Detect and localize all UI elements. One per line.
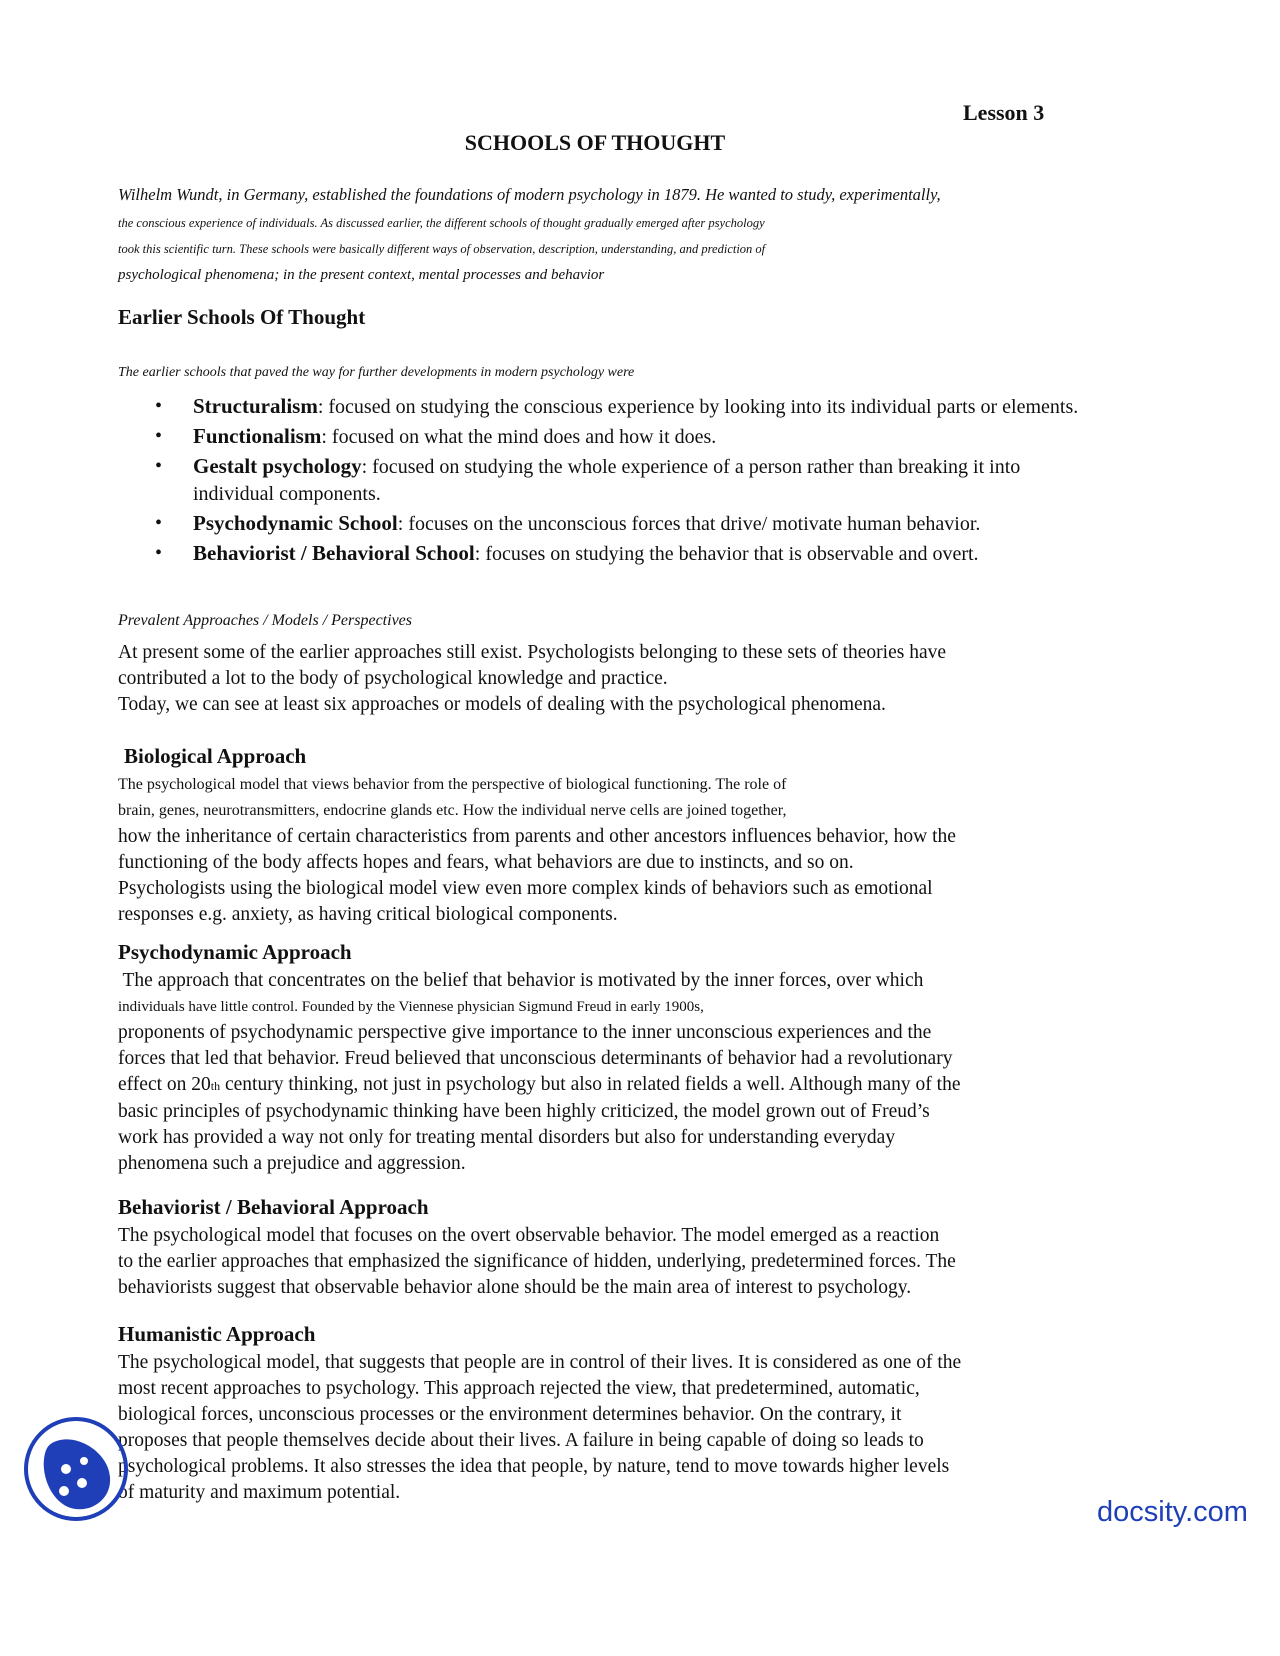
intro-line-4: psychological phenomena; in the present context, mental processes and behavior bbox=[118, 267, 605, 283]
paragraph-line: Psychologists using the biological model view even more complex kinds of behaviors such as emotional bbox=[118, 878, 933, 899]
biological-heading: Biological Approach bbox=[124, 744, 307, 768]
list-item bbox=[155, 510, 1085, 538]
prevalent-paragraph bbox=[118, 640, 1088, 718]
paragraph-line bbox=[118, 1072, 1088, 1099]
behaviorist-heading: Behaviorist / Behavioral Approach bbox=[118, 1195, 429, 1219]
intro-line-2: the conscious experience of individuals. As discussed earlier, the different schools of thought gradually emerged after psychology bbox=[118, 216, 765, 230]
school-term: Functionalism bbox=[193, 424, 322, 448]
paragraph-line: psychological problems. It also stresses the idea that people, by nature, tend to move towards higher levels bbox=[118, 1456, 950, 1477]
bullet-icon: • bbox=[155, 395, 163, 417]
school-term: Behaviorist / Behavioral School bbox=[193, 541, 475, 565]
line-text: century thinking, not just in psychology but also in related fields a well. Although many of the bbox=[220, 1074, 961, 1095]
paragraph-line: forces that led that behavior. Freud believed that unconscious determinants of behavior had a revolutionary bbox=[118, 1048, 953, 1069]
school-desc: : focuses on the unconscious forces that drive/ motivate human behavior. bbox=[397, 513, 981, 535]
paragraph-line: contributed a lot to the body of psychological knowledge and practice. bbox=[118, 668, 668, 689]
paragraph-line: Today, we can see at least six approaches or models of dealing with the psychological phenomena. bbox=[118, 694, 886, 715]
paragraph-line: biological forces, unconscious processes or the environment determines behavior. On the contrary, it bbox=[118, 1404, 902, 1425]
lesson-label: Lesson 3 bbox=[963, 100, 1045, 125]
list-item bbox=[155, 393, 1085, 421]
schools-list bbox=[155, 393, 1085, 570]
behaviorist-paragraph bbox=[118, 1223, 1088, 1301]
paragraph-line: The psychological model that views behavior from the perspective of biological functioning. The role of bbox=[118, 776, 787, 793]
docsity-logo-icon bbox=[22, 1415, 130, 1523]
paragraph-line: phenomena such a prejudice and aggression. bbox=[118, 1153, 466, 1174]
bullet-icon: • bbox=[155, 455, 163, 477]
paragraph-line: proponents of psychodynamic perspective give importance to the inner unconscious experiences and the bbox=[118, 1022, 932, 1043]
paragraph-line: responses e.g. anxiety, as having critical biological components. bbox=[118, 904, 618, 925]
paragraph-line: to the earlier approaches that emphasized the significance of hidden, underlying, predetermined forces. The bbox=[118, 1251, 956, 1272]
school-desc: : focused on what the mind does and how it does. bbox=[321, 426, 717, 448]
humanistic-heading: Humanistic Approach bbox=[118, 1322, 316, 1346]
paragraph-line: how the inheritance of certain characteristics from parents and other ancestors influences behavior, how the bbox=[118, 826, 956, 847]
paragraph-line: The approach that concentrates on the belief that behavior is motivated by the inner forces, over which bbox=[118, 970, 924, 991]
list-item bbox=[155, 540, 1085, 568]
paragraph-line: behaviorists suggest that observable behavior alone should be the main area of interest to psychology. bbox=[118, 1277, 912, 1298]
biological-paragraph bbox=[118, 772, 1088, 928]
bullet-icon: • bbox=[155, 425, 163, 447]
bullet-icon: • bbox=[155, 542, 163, 564]
paragraph-line: functioning of the body affects hopes and fears, what behaviors are due to instincts, and so on. bbox=[118, 852, 854, 873]
paragraph-line: brain, genes, neurotransmitters, endocrine glands etc. How the individual nerve cells are joined together, bbox=[118, 802, 787, 819]
intro-line-3: took this scientific turn. These schools were basically different ways of observation, description, understanding, and prediction of bbox=[118, 242, 766, 256]
earlier-schools-lead: The earlier schools that paved the way for further developments in modern psychology were bbox=[118, 365, 635, 380]
psychodynamic-paragraph bbox=[118, 968, 1088, 1177]
paragraph-line: basic principles of psychodynamic thinking have been highly criticized, the model grown out of Freud’s bbox=[118, 1101, 930, 1122]
paragraph-line: proposes that people themselves decide about their lives. A failure in being capable of doing so leads to bbox=[118, 1430, 924, 1451]
docsity-watermark[interactable]: docsity.com bbox=[1097, 1496, 1248, 1528]
school-desc: : focused on studying the conscious experience by looking into its individual parts or elements. bbox=[317, 396, 1079, 418]
school-term: Gestalt psychology bbox=[193, 454, 362, 478]
school-term: Psychodynamic School bbox=[193, 511, 398, 535]
ordinal-suffix: th bbox=[210, 1079, 221, 1093]
school-desc: : focused on studying the whole experience of a person rather than breaking it into individual components. bbox=[193, 456, 1021, 505]
humanistic-paragraph bbox=[118, 1350, 1088, 1506]
page-title: SCHOOLS OF THOUGHT bbox=[464, 130, 726, 155]
earlier-schools-heading: Earlier Schools Of Thought bbox=[118, 305, 366, 329]
school-term: Structuralism bbox=[193, 394, 318, 418]
paragraph-line: of maturity and maximum potential. bbox=[118, 1482, 401, 1503]
bullet-icon: • bbox=[155, 512, 163, 534]
paragraph-line: The psychological model, that suggests that people are in control of their lives. It is considered as one of the bbox=[118, 1352, 962, 1373]
line-text: effect on 20 bbox=[118, 1074, 211, 1095]
prevalent-heading: Prevalent Approaches / Models / Perspectives bbox=[118, 612, 412, 629]
list-item bbox=[155, 423, 1085, 451]
intro-line-1: Wilhelm Wundt, in Germany, established the foundations of modern psychology in 1879. He wanted to study, experimentally, bbox=[118, 185, 941, 204]
paragraph-line: individuals have little control. Founded by the Viennese physician Sigmund Freud in early 1900s, bbox=[118, 999, 704, 1015]
paragraph-line: work has provided a way not only for treating mental disorders but also for understanding everyday bbox=[118, 1127, 896, 1148]
paragraph-line: The psychological model that focuses on the overt observable behavior. The model emerged as a reaction bbox=[118, 1225, 940, 1246]
list-item bbox=[155, 453, 1085, 508]
paragraph-line: most recent approaches to psychology. This approach rejected the view, that predetermined, automatic, bbox=[118, 1378, 920, 1399]
psychodynamic-heading: Psychodynamic Approach bbox=[118, 940, 352, 964]
school-desc: : focuses on studying the behavior that is observable and overt. bbox=[474, 543, 979, 565]
paragraph-line: At present some of the earlier approaches still exist. Psychologists belonging to these sets of theories have bbox=[118, 642, 947, 663]
